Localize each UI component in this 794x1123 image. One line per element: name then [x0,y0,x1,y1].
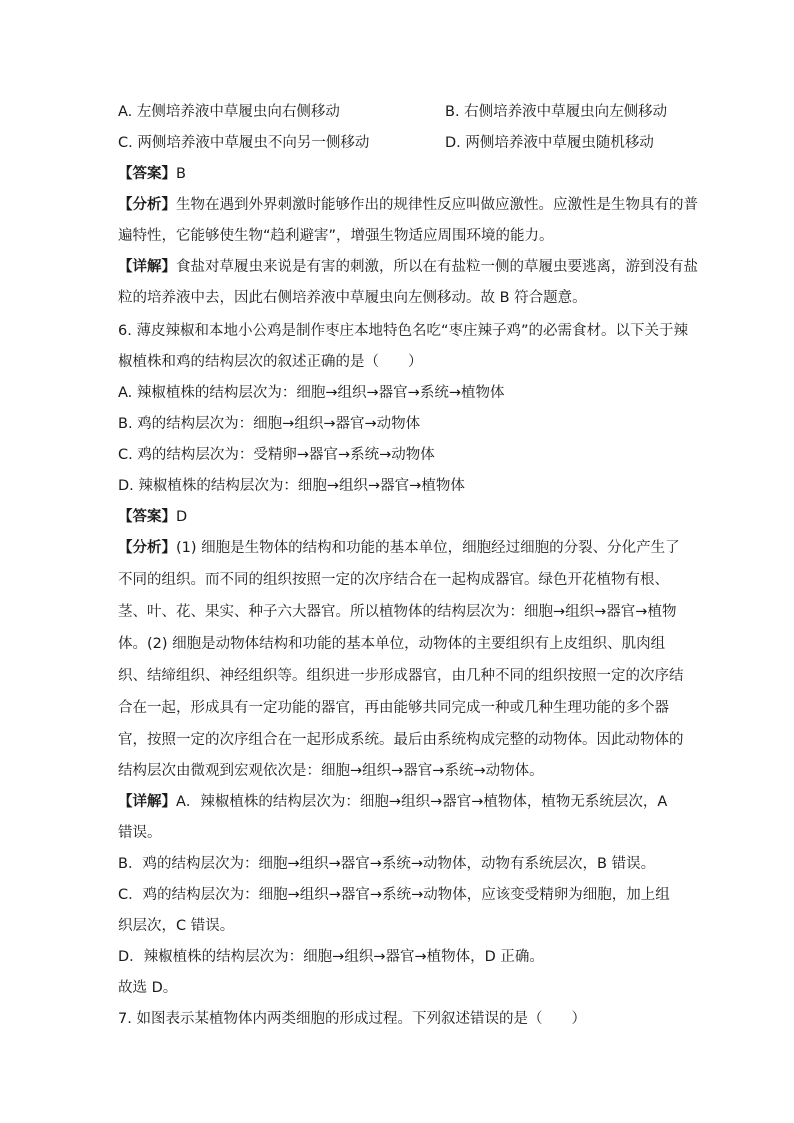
q6-analysis-line4: 体。(2) 细胞是动物体结构和功能的基本单位，动物体的主要组织有上皮组织、肌肉组 [118,636,666,652]
q5-analysis-line1 [118,195,698,215]
analysis-text: 生物在遇到外界刺激时能够作出的规律性反应叫做应激性。应激性是生物具有的普 [176,197,698,213]
q6-detail-a-line2: 错误。 [118,825,162,841]
answer-tag: 【答案】 [118,166,176,182]
detail-tag: 【详解】 [118,794,176,810]
q6-analysis-line1 [118,538,680,558]
q6-stem-line1: 6. 薄皮辣椒和本地小公鸡是制作枣庄本地特色名吃“枣庄辣子鸡”的必需食材。以下关于辣 [118,323,688,339]
q6-option-c: C. 鸡的结构层次为：受精卵→器官→系统→动物体 [118,447,435,463]
q6-detail-c-line2: 织层次，C 错误。 [118,918,235,934]
q6-conclusion: 故选 D。 [118,980,178,996]
detail-tag: 【详解】 [118,259,176,275]
q6-option-d: D. 辣椒植株的结构层次为：细胞→组织→器官→植物体 [118,478,465,494]
q6-detail-b: B．鸡的结构层次为：细胞→组织→器官→系统→动物体，动物有系统层次，B 错误。 [118,856,656,872]
q6-detail-a-line1 [118,792,667,812]
q6-stem-line2: 椒植株和鸡的结构层次的叙述正确的是（ ） [118,354,423,370]
q5-answer [118,164,186,184]
answer-tag: 【答案】 [118,509,176,525]
q5-option-b: B. 右侧培养液中草履虫向左侧移动 [445,104,668,120]
q6-detail-d: D．辣椒植株的结构层次为：细胞→组织→器官→植物体，D 正确。 [118,949,544,965]
analysis-text: (1) 细胞是生物体的结构和功能的基本单位，细胞经过细胞的分裂、分化产生了 [176,540,680,556]
q6-analysis-line2: 不同的组织。而不同的组织按照一定的次序结合在一起构成器官。绿色开花植物有根、 [118,572,669,588]
analysis-tag: 【分析】 [118,197,176,213]
q6-analysis-line6: 合在一起，形成具有一定功能的器官，再由能够共同完成一种或几种生理功能的多个器 [118,700,669,716]
answer-value: D [176,509,188,525]
analysis-tag: 【分析】 [118,540,176,556]
q5-analysis-line2: 遍特性，它能够使生物“趋利避害”，增强生物适应周围环境的能力。 [118,228,554,244]
q6-analysis-line3: 茎、叶、花、果实、种子六大器官。所以植物体的结构层次为：细胞→组织→器官→植物 [118,604,677,620]
detail-text: 食盐对草履虫来说是有害的刺激，所以在有盐粒一侧的草履虫要逃离，游到没有盐 [176,259,698,275]
q5-option-a: A. 左侧培养液中草履虫向右侧移动 [118,104,340,120]
q6-option-a: A. 辣椒植株的结构层次为：细胞→组织→器官→系统→植物体 [118,385,505,401]
q6-detail-c-line1: C．鸡的结构层次为：细胞→组织→器官→系统→动物体，应该变受精卵为细胞，加上组 [118,887,670,903]
q5-detail-line2: 粒的培养液中去，因此右侧培养液中草履虫向左侧移动。故 B 符合题意。 [118,290,587,306]
q5-option-c: C. 两侧培养液中草履虫不向另一侧移动 [118,135,370,151]
q6-analysis-line5: 织、结缔组织、神经组织等。组织进一步形成器官，由几种不同的组织按照一定的次序结 [118,668,684,684]
q5-option-d: D. 两侧培养液中草履虫随机移动 [445,135,654,151]
q6-analysis-line7: 官，按照一定的次序组合在一起形成系统。最后由系统构成完整的动物体。因此动物体的 [118,732,684,748]
answer-value: B [176,166,186,182]
q5-detail-line1 [118,257,698,277]
q7-stem: 7. 如图表示某植物体内两类细胞的形成过程。下列叙述错误的是（ ） [118,1011,586,1027]
detail-text: A．辣椒植株的结构层次为：细胞→组织→器官→植物体，植物无系统层次，A [176,794,668,810]
q6-analysis-line8: 结构层次由微观到宏观依次是：细胞→组织→器官→系统→动物体。 [118,763,544,779]
q6-answer [118,507,187,527]
q6-option-b: B. 鸡的结构层次为：细胞→组织→器官→动物体 [118,416,421,432]
